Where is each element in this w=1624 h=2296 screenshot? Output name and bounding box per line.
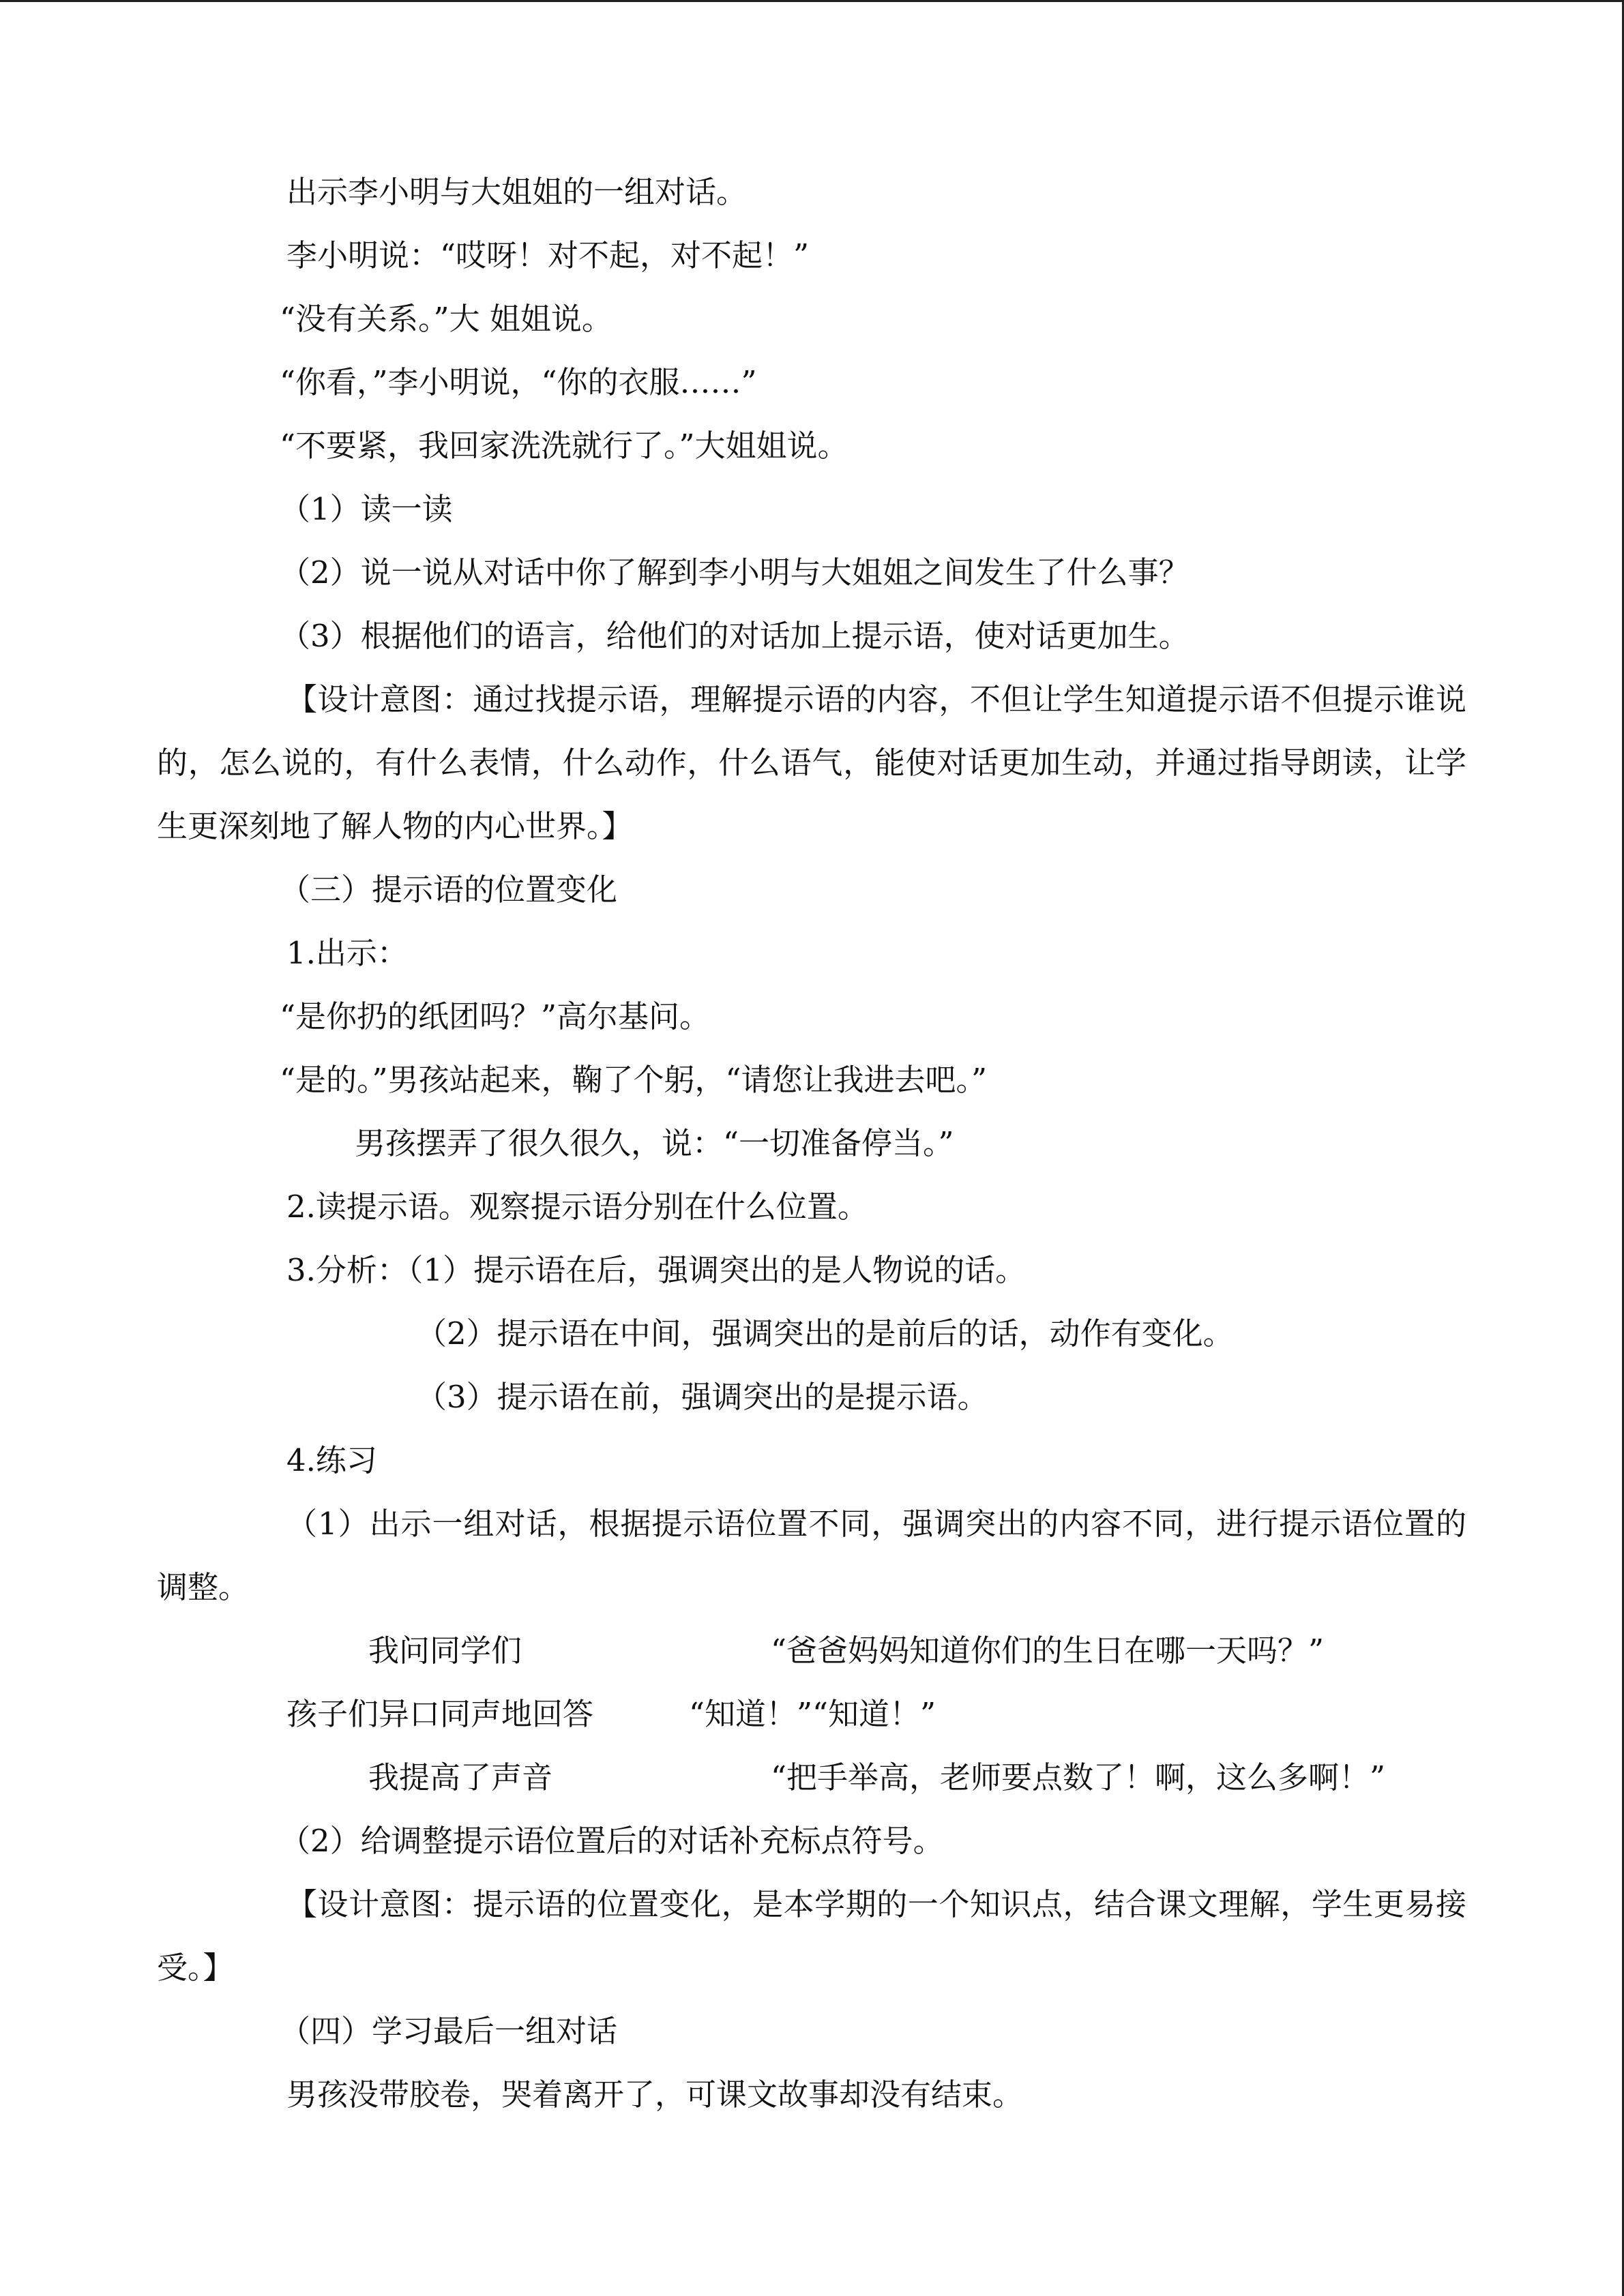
- paragraph-line: （2）说一说从对话中你了解到李小明与大姐姐之间发生了什么事？: [280, 554, 1190, 591]
- paragraph-line: 2.读提示语。观察提示语分别在什么位置。: [286, 1189, 868, 1225]
- exercise-quote: “把手举高，老师要点数了！啊，这么多啊！”: [771, 1759, 1386, 1795]
- exercise-quote: “知道！”“知道！”: [689, 1696, 936, 1732]
- paragraph-line: 4.练习: [286, 1442, 377, 1478]
- exercise-speaker: 孩子们异口同声地回答: [286, 1696, 594, 1732]
- section-heading: （三）提示语的位置变化: [280, 871, 618, 908]
- paragraph-line: （2）提示语在中间，强调突出的是前后的话，动作有变化。: [416, 1315, 1234, 1352]
- paragraph-line: 出示李小明与大姐姐的一组对话。: [286, 174, 748, 210]
- exercise-quote: “爸爸妈妈知道你们的生日在哪一天吗？”: [771, 1632, 1325, 1669]
- design-intent-paragraph: 【设计意图：提示语的位置变化，是本学期的一个知识点，结合课文理解，学生更易接受。】: [157, 1886, 1466, 1986]
- paragraph-line: “你看，”李小明说，“你的衣服……”: [280, 364, 757, 400]
- exercise-row: [157, 1682, 1466, 1746]
- exercise-speaker: 我问同学们: [368, 1632, 522, 1669]
- paragraph-line: “不要紧，我回家洗洗就行了。”大姐姐说。: [280, 428, 848, 464]
- paragraph-line: 1.出示：: [286, 935, 408, 971]
- exercise-row: [157, 1746, 1466, 1809]
- paragraph-line: （3）提示语在前，强调突出的是提示语。: [416, 1379, 988, 1415]
- paragraph-line: “是的。”男孩站起来，鞠了个躬，“请您让我进去吧。”: [280, 1062, 988, 1098]
- paragraph-line: （1）读一读: [280, 491, 453, 527]
- section-heading: （四）学习最后一组对话: [280, 2013, 618, 2049]
- paragraph-line: “是你扔的纸团吗？”高尔基问。: [280, 998, 711, 1034]
- design-intent-paragraph: 【设计意图：通过找提示语，理解提示语的内容，不但让学生知道提示语不但提示谁说的，怎么说的，有什么表情，什么动作，什么语气，能使对话更加生动，并通过指导朗读，让学生更深刻地了解人物的内心世界。】: [157, 681, 1466, 844]
- paragraph-line: 李小明说：“哎呀！对不起，对不起！”: [286, 237, 810, 273]
- exercise-speaker: 我提高了声音: [368, 1759, 553, 1795]
- paragraph-line: （2）给调整提示语位置后的对话补充标点符号。: [280, 1823, 944, 1859]
- paragraph-line: 男孩摆弄了很久很久，说：“一切准备停当。”: [355, 1125, 954, 1161]
- page-border-top: [0, 0, 1624, 2]
- paragraph-line: “没有关系。”大 姐姐说。: [280, 301, 612, 337]
- exercise-row: [157, 1619, 1466, 1682]
- paragraph-line: （3）根据他们的语言，给他们的对话加上提示语，使对话更加生。: [280, 618, 1190, 654]
- exercise-paragraph: （1）出示一组对话，根据提示语位置不同，强调突出的内容不同，进行提示语位置的调整。: [157, 1506, 1466, 1605]
- document-body: [157, 160, 1466, 2126]
- paragraph-line: 男孩没带胶卷，哭着离开了，可课文故事却没有结束。: [286, 2076, 1024, 2113]
- paragraph-line: 3.分析：（1）提示语在后，强调突出的是人物说的话。: [286, 1252, 1027, 1288]
